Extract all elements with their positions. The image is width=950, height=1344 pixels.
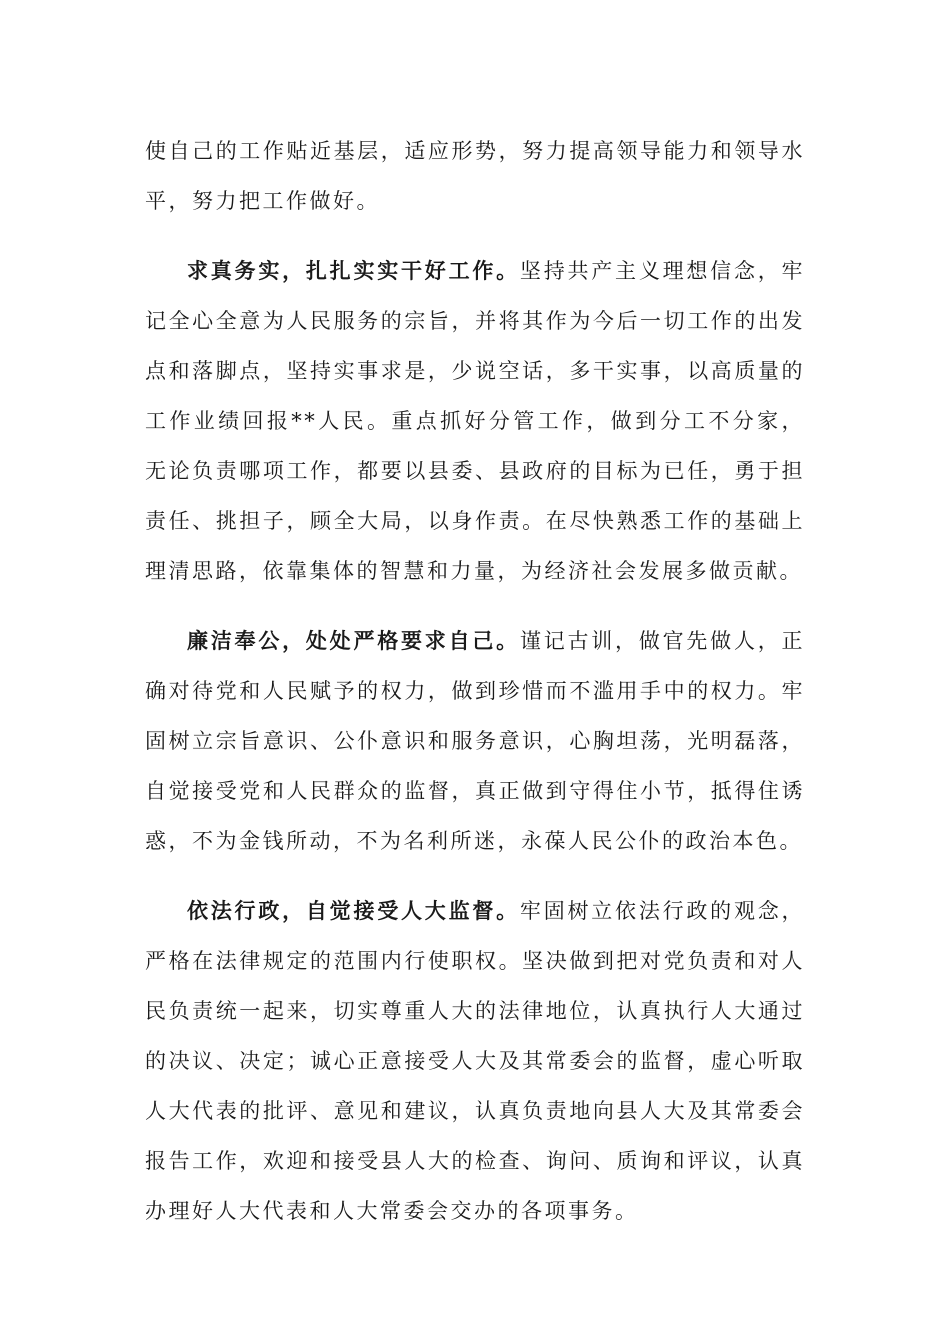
paragraph-text: 使自己的工作贴近基层，适应形势，努力提高领导能力和领导水平，努力把工作做好。 [145,139,805,213]
paragraph-text: 牢固树立依法行政的观念，严格在法律规定的范围内行使职权。坚决做到把对党负责和对人民负责统一起来，切实尊重人大的法律地位，认真执行人大通过的决议、决定；诚心正意接受人大及其常委会的监督，虚心听取人大代表的批评、意见和建议，认真负责地向县人大及其常委会报告工作，欢迎和接受县人大的检查、询问、质询和评议，认真办理好人大代表和人大常委会交办的各项事务。 [145,899,806,1223]
paragraph-integrity [145,616,805,866]
paragraph-seek-truth [145,246,805,596]
paragraph-text: 谨记古训，做官先做人，正确对待党和人民赋予的权力，做到珍惜而不滥用手中的权力。牢固树立宗旨意识、公仆意识和服务意识，心胸坦荡，光明磊落，自觉接受党和人民群众的监督，真正做到守得住小节，抵得住诱惑，不为金钱所动，不为名利所迷，永葆人民公仆的政治本色。 [145,629,806,853]
paragraph-rule-of-law [145,886,805,1236]
paragraph-text: 坚持共产主义理想信念，牢记全心全意为人民服务的宗旨，并将其作为今后一切工作的出发点和落脚点，坚持实事求是，少说空话，多干实事，以高质量的工作业绩回报**人民。重点抓好分管工作，做到分工不分家，无论负责哪项工作，都要以县委、县政府的目标为已任，勇于担责任、挑担子，顾全大局，以身作责。在尽快熟悉工作的基础上理清思路，依靠集体的智慧和力量，为经济社会发展多做贡献。 [145,259,806,583]
paragraph-continuation [145,126,805,226]
document-page [145,126,805,1256]
paragraph-lead: 依法行政，自觉接受人大监督。 [187,898,520,923]
paragraph-lead: 求真务实，扎扎实实干好工作。 [187,258,520,283]
paragraph-lead: 廉洁奉公，处处严格要求自己。 [187,628,520,653]
